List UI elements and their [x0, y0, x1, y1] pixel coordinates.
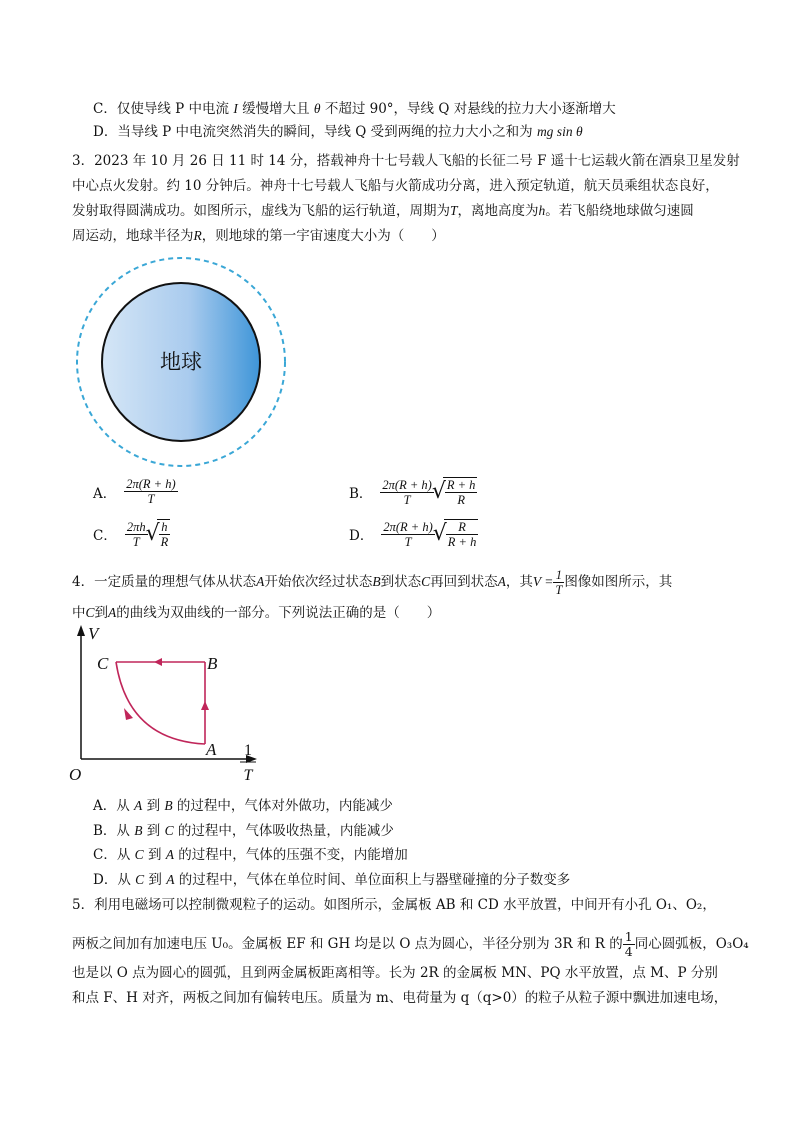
q4-option-b: B．从 B 到 C 的过程中，气体吸收热量，内能减少	[93, 823, 394, 839]
y-axis-label: V	[88, 624, 99, 643]
x-axis-label-num: 1	[244, 742, 252, 759]
earth-label: 地球	[160, 350, 202, 374]
arrow-b-to-c	[154, 658, 162, 666]
v-1overT-graph	[66, 622, 266, 790]
point-b-label: B	[207, 654, 218, 673]
q3-stem-line3: 发射取得圆满成功。如图所示，虚线为飞船的运行轨道，周期为T，离地高度为h。若飞船绕地球做匀速圆	[72, 203, 694, 219]
x-axis-label-den: T	[243, 767, 253, 784]
y-axis-arrow	[77, 625, 85, 636]
earth-orbit-figure	[74, 255, 288, 469]
q4-option-d: D．从 C 到 A 的过程中，气体在单位时间、单位面积上与器壁碰撞的分子数变多	[93, 872, 571, 888]
q3-option-a: A． $\frac{2\pi(R + h)}{T}$	[93, 477, 176, 506]
q4-stem-line1: 4．一定质量的理想气体从状态A开始依次经过状态B到状态C再回到状态A，其V = $\frac{1}{T}$ 图像如图所示，其	[72, 568, 673, 597]
q5-stem-line4: 和点 F、H 对齐，两板之间加有偏转电压。质量为 m、电荷量为 q（q>0）的粒子从粒子源中飘进加速电场，	[72, 990, 728, 1006]
q3-option-c: C． $\frac{2\pi h}{T}$ √ $\frac{h}{R}$	[93, 519, 170, 549]
point-c-label: C	[97, 654, 109, 673]
path-c-to-a	[116, 662, 205, 744]
origin-label: O	[69, 765, 82, 784]
q3-stem-line2: 中心点火发射。约 10 分钟后。神舟十七号载人飞船与火箭成功分离，进入预定轨道，航天员乘组状态良好，	[72, 178, 719, 194]
q5-stem-line3: 也是以 O 点为圆心的圆弧，且到两金属板距离相等。长为 2R 的金属板 MN、PQ 水平放置，点 M、P 分别	[72, 965, 718, 981]
q2-option-c: C．仅使导线 P 中电流 I 缓慢增大且 θ 不超过 90°，导线 Q 对悬线的拉力大小逐渐增大	[93, 101, 616, 117]
q3-stem-line4: 周运动，地球半径为R，则地球的第一宇宙速度大小为（ ）	[72, 228, 445, 244]
q4-stem-line2: 中C到A的曲线为双曲线的一部分。下列说法正确的是（ ）	[72, 605, 441, 621]
arrow-a-to-b	[201, 701, 209, 710]
point-a-label: A	[206, 740, 217, 759]
q5-stem-line2: 两板之间加有加速电压 U₀。金属板 EF 和 GH 均是以 O 点为圆心，半径分别为 3R 和 R 的 $\frac{1}{4}$ 同心圆弧板，O₃O₄	[72, 929, 749, 959]
q3-stem-line1: 3．2023 年 10 月 26 日 11 时 14 分，搭载神舟十七号载人飞船的长征二号 F 遥十七运载火箭在酒泉卫星发射	[72, 153, 740, 169]
q5-stem-line1: 5．利用电磁场可以控制微观粒子的运动。如图所示，金属板 AB 和 CD 水平放置，中间开有小孔 O₁、O₂，	[72, 897, 716, 913]
q2-option-d: D．当导线 P 中电流突然消失的瞬间，导线 Q 受到两绳的拉力大小之和为 mg sin θ	[93, 124, 583, 140]
arrow-c-to-a	[124, 708, 133, 720]
q4-option-a: A．从 A 到 B 的过程中，气体对外做功，内能减少	[93, 798, 393, 814]
q3-option-b: B． $\frac{2\pi(R + h)}{T}$ √ $\frac{R + h}{R}$	[349, 477, 477, 507]
q3-option-d: D． $\frac{2\pi(R + h)}{T}$ √ $\frac{R}{R + h}$	[349, 519, 478, 549]
q4-option-c: C．从 C 到 A 的过程中，气体的压强不变，内能增加	[93, 847, 408, 863]
